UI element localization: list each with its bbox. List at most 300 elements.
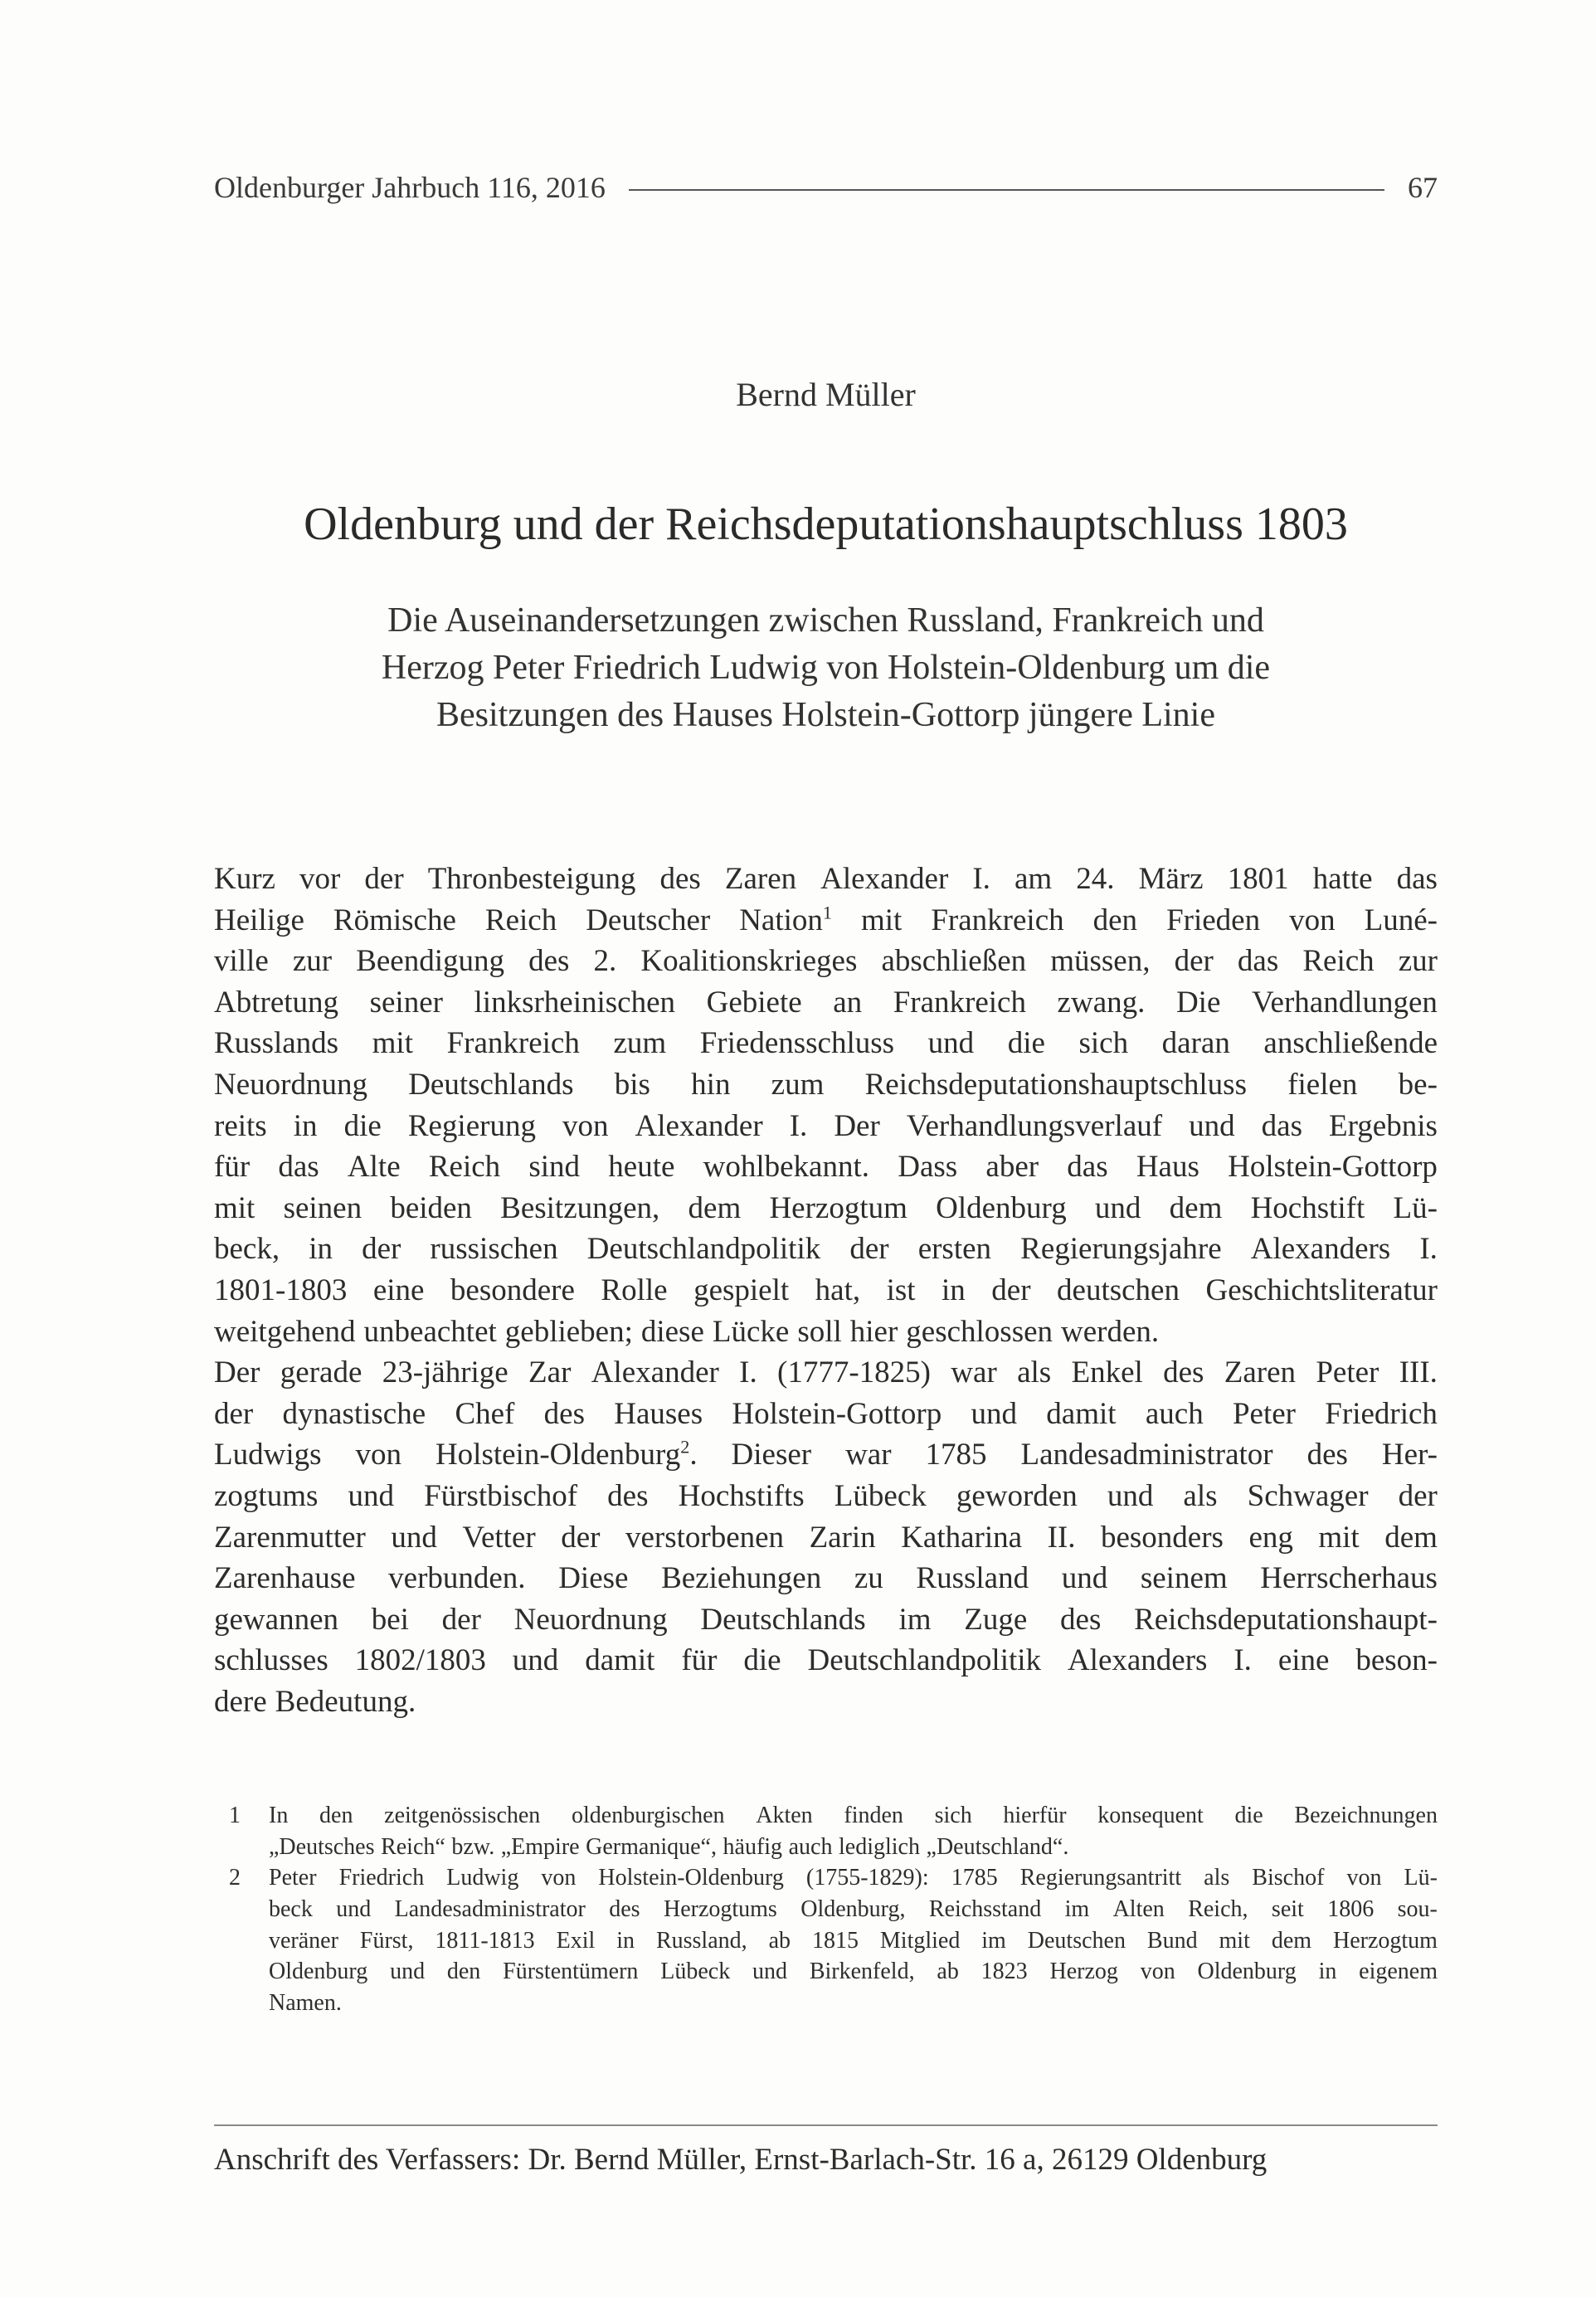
word: Regierungsantritt [1019, 1865, 1182, 1891]
word: daran [1161, 1026, 1230, 1061]
word: soll [797, 1314, 842, 1349]
word: 1801 [1227, 862, 1289, 896]
article-title: Oldenburg und der Reichsdeputationshauptschluss 1803 [304, 499, 1348, 550]
word: besondere [450, 1273, 575, 1307]
word: von [1346, 1865, 1382, 1891]
word: 1801-1803 [214, 1273, 348, 1307]
word: 1823 [980, 1959, 1028, 1985]
word: im [1064, 1896, 1090, 1923]
word: des [1163, 1355, 1204, 1390]
word: 1811-1813 [435, 1927, 535, 1954]
word: 1785 [951, 1865, 998, 1891]
word: Alexanders [1067, 1643, 1208, 1678]
word: I. [739, 1355, 757, 1390]
word: Deutschlands [700, 1602, 866, 1637]
word: mit [861, 903, 903, 937]
word: zeitgenössischen [384, 1803, 541, 1828]
word: in [616, 1927, 635, 1954]
word: Fürst, [359, 1927, 414, 1954]
word: Reichsstand [928, 1896, 1042, 1923]
word: russischen [430, 1232, 558, 1267]
word: der [991, 1273, 1031, 1307]
journal-name: Oldenburger Jahrbuch 116, 2016 [214, 171, 606, 204]
word: im [981, 1927, 1006, 1954]
word: Herzogtums [663, 1896, 777, 1923]
word: damit [1046, 1396, 1117, 1431]
word: als [1017, 1355, 1052, 1390]
word: mit [1318, 1520, 1360, 1555]
word: Dass [898, 1150, 958, 1185]
subtitle-line: Die Auseinandersetzungen zwischen Russland, Frankreich und [387, 601, 1264, 640]
word: der [561, 1520, 601, 1555]
word: „Empire [500, 1833, 580, 1860]
word: Alten [1112, 1896, 1165, 1923]
word: lediglich [839, 1833, 920, 1860]
word: abschließen [881, 944, 1027, 979]
word: und [391, 1520, 437, 1555]
footnote-marker: 1 [822, 902, 832, 923]
word: II. [1047, 1520, 1076, 1555]
body-line [214, 1270, 1438, 1312]
word: reits [214, 1108, 267, 1143]
word: konsequent [1097, 1803, 1204, 1828]
word: beck, [214, 1232, 280, 1267]
word: geworden [956, 1478, 1078, 1513]
word: Exil [556, 1927, 596, 1954]
word: Chef [455, 1396, 515, 1431]
word: hin [691, 1067, 731, 1102]
word: Besitzungen, [500, 1190, 660, 1225]
word: im [898, 1602, 932, 1637]
word: 1802/1803 [354, 1643, 486, 1678]
word: Russland, [655, 1927, 747, 1954]
word: auch [1145, 1396, 1204, 1431]
word: gerade [280, 1355, 363, 1390]
body-line [214, 1146, 1438, 1188]
word: der [441, 1602, 481, 1637]
word: die [743, 1643, 781, 1678]
word: Alexander [591, 1355, 719, 1390]
word: die [343, 1108, 382, 1143]
footnote-1 [214, 1800, 1438, 1862]
author-address: Anschrift des Verfassers: Dr. Bernd Müller, Ernst-Barlach-Str. 16 a, 26129 Oldenburg [214, 2143, 1268, 2177]
word: Reich“ [381, 1833, 445, 1860]
word: sich [934, 1803, 972, 1828]
word: geblieben; [504, 1314, 633, 1349]
word: Holstein-Oldenburg$^2$. [435, 1436, 698, 1472]
word: Vetter [462, 1520, 536, 1555]
running-head [214, 170, 1438, 205]
word: Alte [347, 1150, 401, 1185]
word: Verhandlungen [1251, 985, 1438, 1020]
word: Regierungsjahre [1020, 1232, 1222, 1267]
word: Akten [756, 1803, 813, 1828]
word: Namen. [269, 1990, 342, 2017]
word: Reich [1302, 944, 1375, 979]
word: März [1138, 862, 1204, 896]
word: zum [613, 1026, 667, 1061]
word: Holstein-Gottorp [732, 1396, 942, 1431]
word: und [348, 1478, 394, 1513]
word: Ergebnis [1329, 1108, 1438, 1143]
word: und [336, 1896, 372, 1923]
header-rule [629, 189, 1384, 191]
word: 1815 [811, 1927, 859, 1954]
word: des [659, 862, 701, 896]
word: 2. [593, 944, 617, 979]
word: und [1189, 1108, 1235, 1143]
word: besonders [1100, 1520, 1224, 1555]
word: zwang. [1057, 985, 1146, 1020]
word: verstorbenen [625, 1520, 785, 1555]
word: das [1261, 1108, 1302, 1143]
body-line [214, 1599, 1438, 1641]
word: veräner [269, 1927, 338, 1954]
word: beiden [390, 1190, 472, 1225]
footer-rule [214, 2124, 1438, 2126]
word: hierfür [1003, 1803, 1067, 1828]
word: Frankreich [931, 903, 1064, 937]
word: Zaren [724, 862, 797, 896]
word: seiner [369, 985, 443, 1020]
word: Reich, [1188, 1896, 1248, 1923]
word: war [951, 1355, 997, 1390]
word: Zaren [1224, 1355, 1297, 1390]
word: Friedrich [1325, 1396, 1438, 1431]
word: Alexander [820, 862, 949, 896]
page-number: 67 [1408, 171, 1438, 204]
word: Luné- [1364, 903, 1438, 937]
word: Beziehungen [661, 1561, 822, 1596]
word: dynastische [282, 1396, 426, 1431]
word: und [927, 1026, 975, 1061]
word: vor [299, 862, 341, 896]
word: Ludwigs [214, 1438, 322, 1472]
word: Fürstbischof [424, 1478, 578, 1513]
word: und [512, 1643, 559, 1678]
footnote-line [269, 1862, 1438, 1894]
word: den [319, 1803, 353, 1828]
word: wohlbekannt. [703, 1150, 869, 1185]
word: und [390, 1959, 426, 1985]
word: I. [1419, 1232, 1438, 1267]
word: Reich [484, 903, 557, 937]
word: Lübeck [834, 1478, 927, 1513]
word: Zar [528, 1355, 572, 1390]
word: der [1174, 944, 1214, 979]
word: Friedrich [338, 1865, 425, 1891]
footnote-line [269, 1800, 1438, 1832]
word: Oldenburg [269, 1959, 368, 1985]
word: sich [1078, 1026, 1129, 1061]
word: dem [688, 1190, 742, 1225]
word: zur [1398, 944, 1438, 979]
word: I. [972, 862, 990, 896]
word: dem [1271, 1927, 1312, 1954]
word: dem [1169, 1190, 1223, 1225]
word: der [849, 1232, 889, 1267]
word: Alexander [635, 1108, 763, 1143]
word: Verhandlungsverlauf [906, 1108, 1163, 1143]
body-line [214, 1394, 1438, 1435]
word: sind [528, 1150, 581, 1185]
word: bis [614, 1067, 650, 1102]
word: Zarin [809, 1520, 876, 1555]
word: Friedensschluss [699, 1026, 895, 1061]
word: Diese [558, 1561, 629, 1596]
word: am [1014, 862, 1053, 896]
word: ab [937, 1959, 959, 1985]
word: Zarenhause [214, 1561, 356, 1596]
word: des [609, 1896, 640, 1923]
word: fielen [1287, 1067, 1358, 1102]
footnote-line [269, 1956, 1438, 1988]
word: Reichsdeputationshaupt- [1134, 1602, 1438, 1637]
word: damit [585, 1643, 655, 1678]
word: Deutschen [1027, 1927, 1126, 1954]
word: für [681, 1643, 718, 1678]
word: Hochstift [1250, 1190, 1365, 1225]
word: Russlands [214, 1026, 339, 1061]
word: gewannen [214, 1602, 338, 1637]
word: Germanique“, [586, 1833, 717, 1860]
footnote-line [269, 1988, 1438, 2019]
body-line [214, 1352, 1438, 1394]
word: unbeachtet [363, 1314, 497, 1349]
body-line [214, 941, 1438, 982]
word: Oldenburg [936, 1190, 1067, 1225]
word: 24. [1076, 862, 1115, 896]
word: Nation$^1$ [739, 902, 832, 937]
word: das [1067, 1150, 1108, 1185]
word: aber [985, 1150, 1039, 1185]
word: Enkel [1071, 1355, 1143, 1390]
word: finden [844, 1803, 903, 1828]
word: Herzog [1049, 1959, 1118, 1985]
body-line [214, 1064, 1438, 1106]
word: Lücke [712, 1314, 790, 1349]
word: von [562, 1108, 609, 1143]
word: mit [214, 1190, 255, 1225]
word: I. [789, 1108, 808, 1143]
word: Her- [1381, 1438, 1438, 1472]
word: Koalitionskrieges [640, 944, 858, 979]
word: eine [372, 1273, 425, 1307]
word: den [1092, 903, 1138, 937]
word: von [1289, 903, 1336, 937]
word: von [541, 1865, 577, 1891]
word: Holstein-Gottorp [1228, 1150, 1438, 1185]
word: Bezeichnungen [1294, 1803, 1438, 1828]
word: seit [1271, 1896, 1304, 1923]
word: Ludwig [446, 1865, 519, 1891]
word: Herzogtum [769, 1190, 907, 1225]
word: anschließende [1263, 1026, 1438, 1061]
body-line [214, 1023, 1438, 1064]
word: Holstein-Oldenburg [598, 1865, 784, 1891]
subtitle-line: Herzog Peter Friedrich Ludwig von Holstein-Oldenburg um die [381, 649, 1271, 687]
word: heute [608, 1150, 675, 1185]
word: und [752, 1959, 788, 1985]
word: Alexanders [1250, 1232, 1391, 1267]
word: (1777-1825) [777, 1355, 931, 1390]
paragraph-2 [214, 1352, 1438, 1722]
word: und [1094, 1190, 1141, 1225]
word: schlusses [214, 1643, 328, 1678]
word: Reichsdeputationshauptschluss [864, 1067, 1247, 1102]
word: diese [640, 1314, 704, 1349]
word: dere [214, 1684, 267, 1719]
word: Der [214, 1355, 260, 1390]
word: hatte [1312, 862, 1373, 896]
word: Peter [269, 1865, 317, 1891]
word: zogtums [214, 1478, 319, 1513]
word: die [1007, 1026, 1045, 1061]
word: Deutschlandpolitik [586, 1232, 821, 1267]
word: Deutschlands [408, 1067, 574, 1102]
word: Fürstentümern [503, 1959, 639, 1985]
word: sou- [1397, 1896, 1438, 1923]
word: Thronbesteigung [427, 862, 636, 896]
word: „Deutschland“. [926, 1833, 1069, 1860]
word: oldenburgischen [572, 1803, 725, 1828]
word: III. [1399, 1355, 1438, 1390]
body-line [214, 1229, 1438, 1270]
word: hier [849, 1314, 898, 1349]
body-line [214, 900, 1438, 942]
word: müssen, [1050, 944, 1151, 979]
word: war [845, 1438, 892, 1472]
word: Zarenmutter [214, 1520, 366, 1555]
word: ist [886, 1273, 916, 1307]
word: bei [371, 1602, 409, 1637]
word: 1785 [925, 1438, 987, 1472]
word: Landesadministrator [394, 1896, 586, 1923]
word: Die [1175, 985, 1221, 1020]
word: Russland [916, 1561, 1029, 1596]
word: des [543, 1396, 585, 1431]
footnote-marker: 2 [680, 1436, 690, 1458]
body-line [214, 1434, 1438, 1476]
word: Frankreich [893, 985, 1026, 1020]
word: Lübeck [660, 1959, 731, 1985]
footnote-line [269, 1925, 1438, 1957]
word: verbunden. [388, 1561, 526, 1596]
word: Zuge [964, 1602, 1028, 1637]
word: der [214, 1396, 254, 1431]
word: Landesadministrator [1020, 1438, 1273, 1472]
word: seinen [283, 1190, 363, 1225]
footnote-line [269, 1832, 1438, 1863]
word: eine [1277, 1643, 1330, 1678]
body-line [214, 1312, 1438, 1353]
word: Dieser [731, 1438, 812, 1472]
word: Rolle [601, 1273, 668, 1307]
word: Beendigung [356, 944, 505, 979]
word: beson- [1355, 1643, 1438, 1678]
word: Deutschlandpolitik [807, 1643, 1042, 1678]
body-line [214, 1558, 1438, 1599]
word: Bund [1146, 1927, 1198, 1954]
word: und [1061, 1561, 1108, 1596]
word: des [607, 1478, 649, 1513]
word: der [364, 862, 404, 896]
word: mit [1219, 1927, 1250, 1954]
word: das [278, 1150, 319, 1185]
word: I. [1233, 1643, 1252, 1678]
word: weitgehend [214, 1314, 356, 1349]
word: des [1306, 1438, 1348, 1472]
word: geschlossen [906, 1314, 1053, 1349]
footnote-number: 2 [229, 1865, 241, 1891]
word: Hauses [614, 1396, 703, 1431]
body-line [214, 1476, 1438, 1517]
word: auch [788, 1833, 833, 1860]
word: in [309, 1232, 333, 1267]
word: und [971, 1396, 1018, 1431]
word: der [1398, 1478, 1438, 1513]
word: ab [768, 1927, 791, 1954]
word: Reich [428, 1150, 501, 1185]
word: der [362, 1232, 401, 1267]
word: Herzogtum [1332, 1927, 1438, 1954]
word: das [1237, 944, 1279, 979]
word: be- [1398, 1067, 1438, 1102]
body-line [214, 1517, 1438, 1559]
word: den [446, 1959, 481, 1985]
word: Haus [1136, 1150, 1199, 1185]
word: (1755-1829): [805, 1865, 929, 1891]
word: das [1396, 862, 1438, 896]
body-line [214, 1188, 1438, 1229]
author-name: Bernd Müller [736, 376, 916, 413]
word: 1806 [1327, 1896, 1375, 1923]
article-subtitle [214, 597, 1438, 739]
word: Neuordnung [214, 1067, 367, 1102]
word: Hochstifts [678, 1478, 805, 1513]
word: als [1183, 1478, 1218, 1513]
word: Regierung [407, 1108, 536, 1143]
word: Birkenfeld, [809, 1959, 915, 1985]
word: an [833, 985, 863, 1020]
word: des [528, 944, 570, 979]
word: eigenem [1359, 1959, 1438, 1985]
word: Peter [1316, 1355, 1379, 1390]
paragraph-1 [214, 859, 1438, 1352]
word: Mitglied [879, 1927, 961, 1954]
word: beck [269, 1896, 313, 1923]
word: zu [854, 1561, 883, 1596]
word: als [1204, 1865, 1230, 1891]
word: von [355, 1438, 401, 1472]
word: Lü- [1393, 1190, 1438, 1225]
word: deutschen [1057, 1273, 1180, 1307]
body-line [214, 1681, 1438, 1723]
word: Der [834, 1108, 880, 1143]
word: Oldenburg [1197, 1959, 1297, 1985]
word: Heilige [214, 903, 304, 937]
word: Gebiete [706, 985, 802, 1020]
word: Lü- [1404, 1865, 1438, 1891]
word: zur [292, 944, 333, 979]
word: von [1140, 1959, 1175, 1985]
word: in [942, 1273, 966, 1307]
body-line [214, 1640, 1438, 1681]
word: linksrheinischen [474, 985, 676, 1020]
word: ersten [917, 1232, 992, 1267]
subtitle-line: Besitzungen des Hauses Holstein-Gottorp jüngere Linie [436, 696, 1215, 734]
footnote-2 [214, 1862, 1438, 2018]
